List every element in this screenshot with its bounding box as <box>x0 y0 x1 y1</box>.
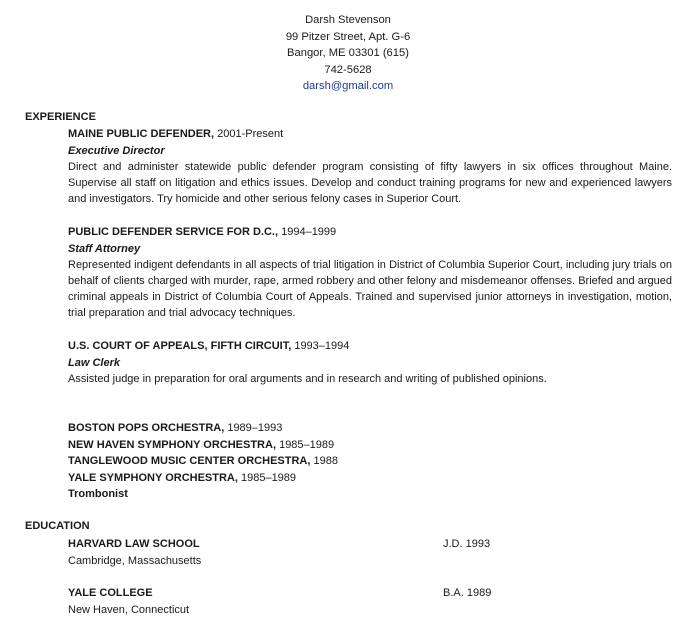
school-name: YALE COLLEGE <box>68 587 153 599</box>
contact-email-link[interactable]: darsh@gmail.com <box>302 80 394 92</box>
job-title: Law Clerk <box>68 356 120 369</box>
orchestra-name: BOSTON POPS ORCHESTRA, <box>68 422 225 434</box>
job-title: Staff Attorney <box>68 242 141 255</box>
job-description: Direct and administer statewide public defender program consisting of fifty lawyers in six offices throughout Maine. Supervise all staff on litigation and ethics issues. Develop and conduct training programs for new and experienced lawyers and investigators. Try homicide and other serious felony cases in Superior Court. <box>68 161 672 205</box>
orchestra-dates: 1988 <box>310 455 338 467</box>
job-dates: 1994–1999 <box>278 226 337 238</box>
school-location: New Haven, Connecticut <box>68 603 190 616</box>
school-degree: B.A. 1989 <box>443 587 492 599</box>
contact-address-line1: 99 Pitzer Street, Apt. G-6 <box>285 30 411 43</box>
orchestra-name: YALE SYMPHONY ORCHESTRA, <box>68 471 238 484</box>
education-entry <box>68 536 672 569</box>
orchestra-list <box>68 420 672 503</box>
contact-header <box>0 12 684 95</box>
education-entry <box>68 585 672 618</box>
orchestra-dates: 1985–1989 <box>276 438 335 451</box>
job-org: U.S. COURT OF APPEALS, FIFTH CIRCUIT, <box>68 340 292 352</box>
job-org: MAINE PUBLIC DEFENDER, <box>68 128 215 140</box>
job-entry <box>68 338 672 387</box>
orchestra-role: Trombonist <box>68 488 128 500</box>
job-org: PUBLIC DEFENDER SERVICE FOR D.C., <box>68 226 279 238</box>
contact-phone: 742-5628 <box>324 63 372 76</box>
job-org-line <box>68 224 672 241</box>
job-entry <box>68 126 672 207</box>
orchestra-name: NEW HAVEN SYMPHONY ORCHESTRA, <box>68 438 277 451</box>
orchestra-item <box>68 437 672 454</box>
contact-name: Darsh Stevenson <box>305 14 391 26</box>
contact-address-line2: Bangor, ME 03301 (615) <box>287 47 409 59</box>
orchestra-item <box>68 420 672 437</box>
orchestra-dates: 1989–1993 <box>224 422 283 434</box>
job-dates: 2001-Present <box>214 128 284 140</box>
orchestra-dates: 1985–1989 <box>237 471 297 484</box>
orchestra-item <box>68 453 672 470</box>
job-description: Assisted judge in preparation for oral arguments and in research and writing of published opinions. <box>68 373 547 385</box>
school-name: HARVARD LAW SCHOOL <box>68 538 200 550</box>
job-description: Represented indigent defendants in all aspects of trial litigation in District of Columbia Superior Court, including jury trials on behalf of clients charged with murder, rape, armed robbery and other felony and misdemeanor offenses. Briefed and argued criminal appeals in District of Columbia Court of Appeals. Trained and supervised junior attorneys in investigation, motion, trial preparation and trial advocacy techniques. <box>68 259 672 319</box>
job-org-line <box>68 338 672 355</box>
experience-heading: EXPERIENCE <box>25 111 96 123</box>
job-entry <box>68 224 672 321</box>
job-org-line <box>68 126 672 143</box>
job-dates: 1993–1994 <box>291 340 350 352</box>
school-degree: J.D. 1993 <box>443 538 491 550</box>
orchestra-item <box>68 470 672 487</box>
orchestra-name: TANGLEWOOD MUSIC CENTER ORCHESTRA, <box>68 455 311 467</box>
education-heading: EDUCATION <box>25 520 90 532</box>
job-title: Executive Director <box>68 144 165 157</box>
school-location: Cambridge, Massachusetts <box>68 554 202 567</box>
